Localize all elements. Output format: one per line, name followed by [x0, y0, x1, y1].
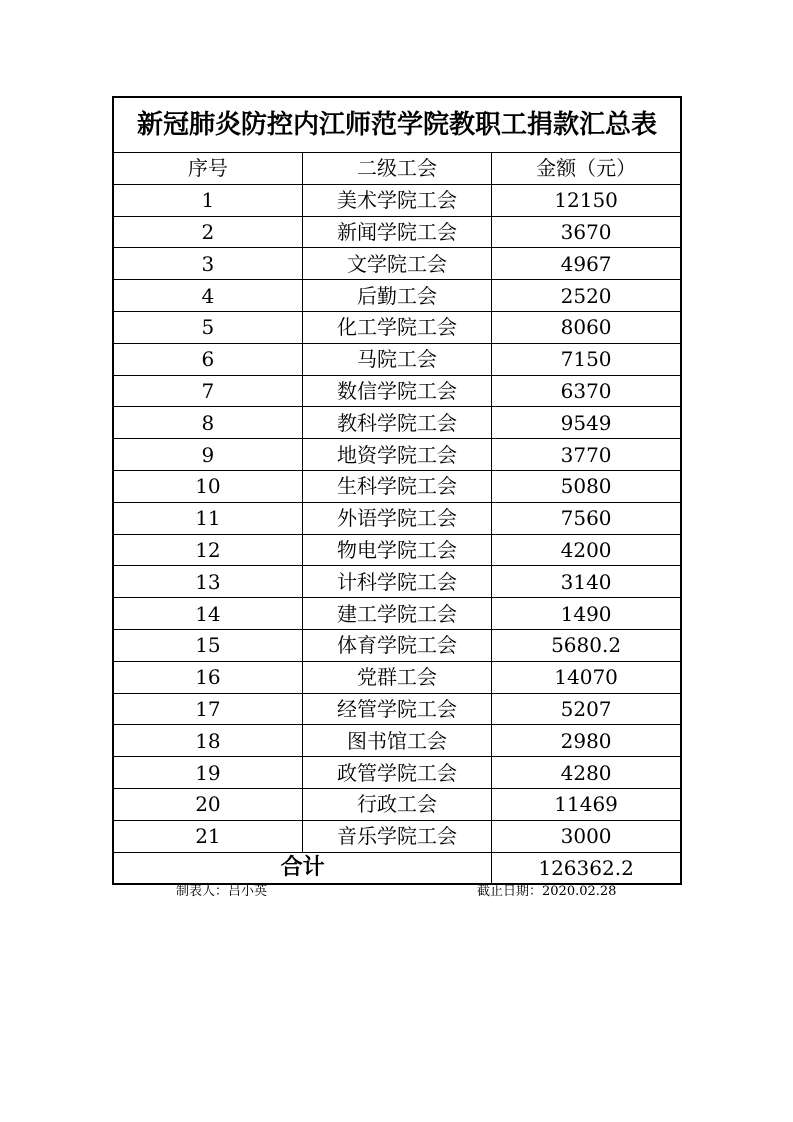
row-seq: 4: [113, 280, 302, 312]
table-row: [113, 343, 681, 375]
donation-summary-table: [112, 96, 682, 885]
total-label: 合计: [113, 852, 492, 884]
row-union: 政管学院工会: [302, 757, 491, 789]
row-union: 数信学院工会: [302, 375, 491, 407]
row-amount: 12150: [492, 184, 681, 216]
row-amount: 2520: [492, 280, 681, 312]
row-seq: 21: [113, 820, 302, 852]
row-seq: 16: [113, 661, 302, 693]
row-seq: 13: [113, 566, 302, 598]
table-row: [113, 470, 681, 502]
row-union: 行政工会: [302, 788, 491, 820]
total-amount: 126362.2: [492, 852, 681, 884]
table-row: [113, 407, 681, 439]
table-row: [113, 788, 681, 820]
row-amount: 7560: [492, 502, 681, 534]
table-row: [113, 661, 681, 693]
row-amount: 4200: [492, 534, 681, 566]
row-union: 外语学院工会: [302, 502, 491, 534]
row-seq: 14: [113, 598, 302, 630]
table-row: [113, 375, 681, 407]
title-row: [113, 97, 681, 153]
row-amount: 3670: [492, 216, 681, 248]
row-seq: 7: [113, 375, 302, 407]
row-amount: 5080: [492, 470, 681, 502]
row-seq: 19: [113, 757, 302, 789]
row-amount: 2980: [492, 725, 681, 757]
row-union: 经管学院工会: [302, 693, 491, 725]
total-row: [113, 852, 681, 884]
table-row: [113, 566, 681, 598]
row-seq: 17: [113, 693, 302, 725]
row-amount: 4280: [492, 757, 681, 789]
preparer-note: 制表人：吕小英: [176, 884, 268, 899]
table-row: [113, 598, 681, 630]
row-seq: 20: [113, 788, 302, 820]
row-union: 党群工会: [302, 661, 491, 693]
row-amount: 5207: [492, 693, 681, 725]
table-row: [113, 311, 681, 343]
row-amount: 5680.2: [492, 629, 681, 661]
row-amount: 3000: [492, 820, 681, 852]
table-title: 新冠肺炎防控内江师范学院教职工捐款汇总表: [113, 97, 681, 153]
row-seq: 6: [113, 343, 302, 375]
row-union: 文学院工会: [302, 248, 491, 280]
row-seq: 5: [113, 311, 302, 343]
row-amount: 3770: [492, 439, 681, 471]
row-seq: 11: [113, 502, 302, 534]
table-body: [113, 97, 681, 884]
header-amount: 金额（元）: [492, 153, 681, 185]
row-union: 新闻学院工会: [302, 216, 491, 248]
row-union: 体育学院工会: [302, 629, 491, 661]
row-amount: 11469: [492, 788, 681, 820]
row-union: 后勤工会: [302, 280, 491, 312]
header-row: [113, 153, 681, 185]
row-union: 物电学院工会: [302, 534, 491, 566]
row-union: 生科学院工会: [302, 470, 491, 502]
header-seq: 序号: [113, 153, 302, 185]
table-row: [113, 248, 681, 280]
row-union: 教科学院工会: [302, 407, 491, 439]
row-union: 马院工会: [302, 343, 491, 375]
header-union: 二级工会: [302, 153, 491, 185]
table-row: [113, 534, 681, 566]
row-amount: 1490: [492, 598, 681, 630]
row-union: 美术学院工会: [302, 184, 491, 216]
row-union: 建工学院工会: [302, 598, 491, 630]
row-amount: 3140: [492, 566, 681, 598]
row-union: 计科学院工会: [302, 566, 491, 598]
table-row: [113, 216, 681, 248]
row-seq: 15: [113, 629, 302, 661]
row-seq: 2: [113, 216, 302, 248]
table-row: [113, 693, 681, 725]
table-row: [113, 725, 681, 757]
row-union: 音乐学院工会: [302, 820, 491, 852]
row-seq: 12: [113, 534, 302, 566]
row-amount: 6370: [492, 375, 681, 407]
table-row: [113, 757, 681, 789]
table-row: [113, 439, 681, 471]
row-amount: 7150: [492, 343, 681, 375]
row-seq: 1: [113, 184, 302, 216]
row-amount: 9549: [492, 407, 681, 439]
row-seq: 18: [113, 725, 302, 757]
row-union: 图书馆工会: [302, 725, 491, 757]
row-seq: 8: [113, 407, 302, 439]
table-row: [113, 629, 681, 661]
row-amount: 14070: [492, 661, 681, 693]
deadline-note: 截止日期：2020.02.28: [477, 884, 617, 899]
row-union: 地资学院工会: [302, 439, 491, 471]
row-amount: 4967: [492, 248, 681, 280]
row-seq: 3: [113, 248, 302, 280]
table-row: [113, 820, 681, 852]
row-union: 化工学院工会: [302, 311, 491, 343]
row-seq: 9: [113, 439, 302, 471]
row-amount: 8060: [492, 311, 681, 343]
table-row: [113, 184, 681, 216]
table-row: [113, 502, 681, 534]
row-seq: 10: [113, 470, 302, 502]
table-row: [113, 280, 681, 312]
